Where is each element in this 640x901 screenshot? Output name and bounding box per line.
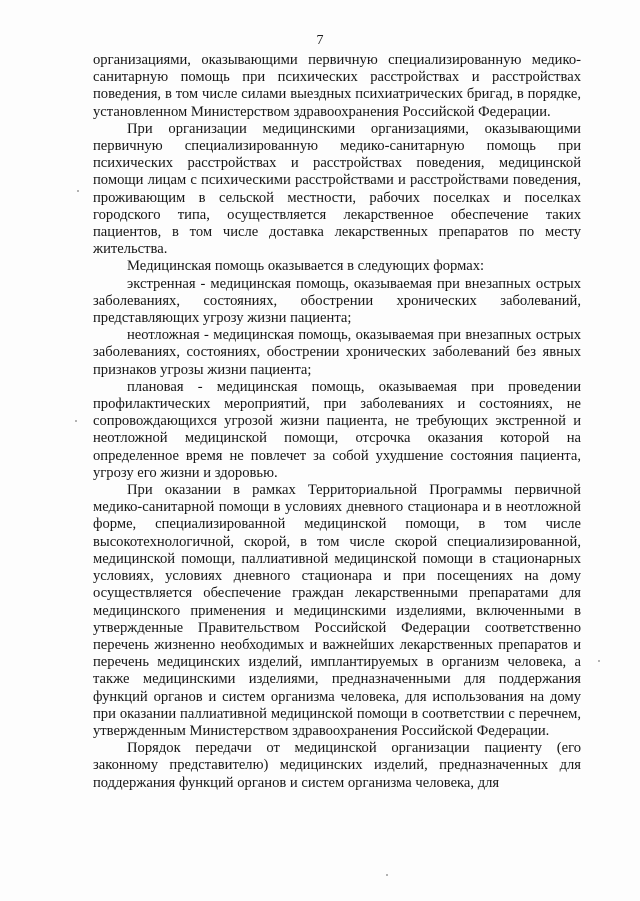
paragraph-continuation: организациями, оказывающими первичную специализированную медико-санитарную помощь при психических расстройствах и расстройствах поведения, в том числе силами выездных психиатрических бригад, в порядке, установленном Министерством здравоохранения Российской Федерации. <box>93 52 581 120</box>
scan-speck <box>386 874 388 876</box>
scan-speck <box>77 190 79 192</box>
document-body <box>93 52 581 792</box>
paragraph-forms-intro: Медицинская помощь оказывается в следующих формах: <box>127 258 485 275</box>
page-number: 7 <box>316 33 324 48</box>
paragraph-form-emergency: экстренная - медицинская помощь, оказываемая при внезапных острых заболеваниях, состояниях, обострении хронических заболеваний, представляющих угрозу жизни пациента; <box>93 275 581 327</box>
scan-speck <box>75 420 77 422</box>
paragraph-drug-provision: При оказании в рамках Территориальной Программы первичной медико-санитарной помощи в условиях дневного стационара и в неотложной форме, специализированной медицинской помощи, в том числе высокотехнологичной, скорой, в том числе скорой специализированной, медицинской помощи, паллиативной медицинской помощи в стационарных условиях, условиях дневного стационара и при посещениях на дому осуществляется обеспечение граждан лекарственными препаратами для медицинского применения и медицинскими изделиями, включенными в утвержденные Правительством Российской Федерации соответственно перечень жизненно необходимых и важнейших лекарственных препаратов и перечень медицинских изделий, имплантируемых в организм человека, а также медицинскими изделиями, предназначенными для поддержания функций органов и систем организма человека, для использования на дому при оказании паллиативной медицинской помощи в соответствии с перечнем, утвержденным Министерством здравоохранения Российской Федерации. <box>93 482 581 739</box>
paragraph-form-urgent: неотложная - медицинская помощь, оказываемая при внезапных острых заболеваниях, состояниях, обострении хронических заболеваний без явных признаков угрозы жизни пациента; <box>93 327 581 378</box>
paragraph-drug-supply-rural: При организации медицинскими организациями, оказывающими первичную специализированную медико-санитарную помощь при психических расстройствах и расстройствах поведения, медицинской помощи лицам с психическими расстройствами и расстройствами поведения, проживающим в сельской местности, рабочих поселках и поселках городского типа, осуществляется лекарственное обеспечение таких пациентов, в том числе доставка лекарственных препаратов по месту жительства. <box>93 120 581 258</box>
scan-speck <box>598 660 600 662</box>
paragraph-form-planned: плановая - медицинская помощь, оказываемая при проведении профилактических мероприятий, при заболеваниях и состояниях, не сопровождающихся угрозой жизни пациента, не требующих экстренной и неотложной медицинской помощи, отсрочка оказания которой на определенное время не повлечет за собой ухудшение состояния пациента, угрозу его жизни и здоровью. <box>93 378 581 481</box>
paragraph-device-transfer: Порядок передачи от медицинской организации пациенту (его законному представителю) медицинских изделий, предназначенных для поддержания функций органов и систем организма человека, для <box>93 740 581 791</box>
